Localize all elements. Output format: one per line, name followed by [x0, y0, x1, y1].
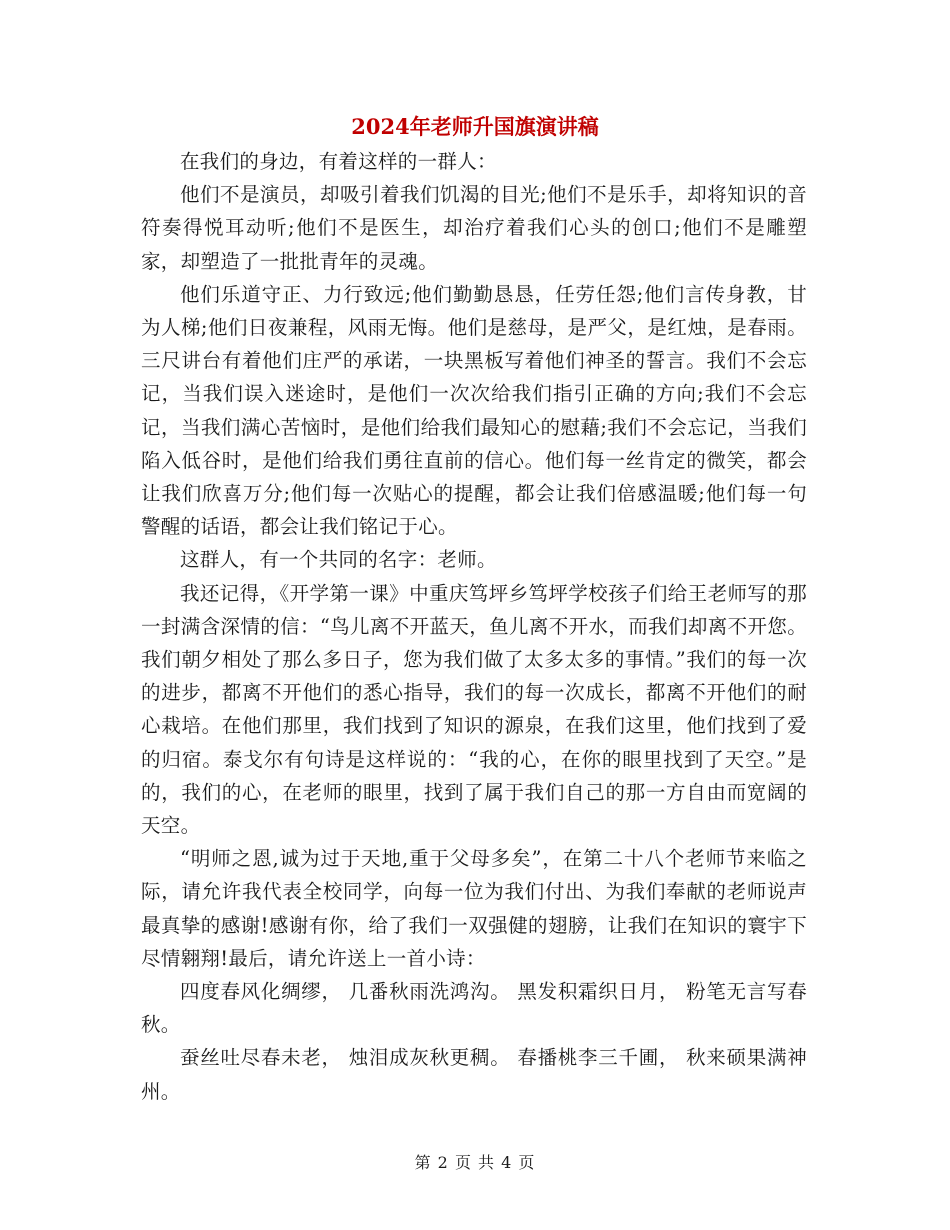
paragraph: 我还记得，《开学第一课》中重庆笃坪乡笃坪学校孩子们给王老师写的那一封满含深情的信：“鸟儿离不开蓝天，鱼儿离不开水，而我们却离不开您。我们朝夕相处了那么多日子，您为我们做了太多太多的事情。”我们的每一次的进步，都离不开他们的悉心指导，我们的每一次成长，都离不开他们的耐心栽培。在他们那里，我们找到了知识的源泉，在我们这里，他们找到了爱的归宿。泰戈尔有句诗是这样说的：“我的心，在你的眼里找到了天空。”是的，我们的心，在老师的眼里，找到了属于我们自己的那一方自由而宽阔的天空。	[141, 581, 807, 838]
poem-stanza: 蚕丝吐尽春未老， 烛泪成灰秋更稠。 春播桃李三千圃， 秋来硕果满神州。	[141, 1046, 807, 1103]
paragraph: 这群人，有一个共同的名字：老师。	[180, 548, 497, 572]
page-number-footer: 第 2 页 共 4 页	[414, 1153, 536, 1172]
poem-stanza: 四度春风化绸缪， 几番秋雨洗鸿沟。 黑发积霜织日月， 粉笔无言写春秋。	[141, 980, 807, 1037]
document-title: 2024年老师升国旗演讲稿	[351, 114, 599, 139]
document-body	[141, 145, 807, 1108]
paragraph: 他们不是演员，却吸引着我们饥渴的目光;他们不是乐手，却将知识的音符奏得悦耳动听;他们不是医生，却治疗着我们心头的创口;他们不是雕塑家，却塑造了一批批青年的灵魂。	[141, 183, 807, 273]
paragraph: 他们乐道守正、力行致远;他们勤勤恳恳，任劳任怨;他们言传身教，甘为人梯;他们日夜兼程，风雨无悔。他们是慈母，是严父，是红烛，是春雨。三尺讲台有着他们庄严的承诺，一块黑板写着他们神圣的誓言。我们不会忘记，当我们误入迷途时，是他们一次次给我们指引正确的方向;我们不会忘记，当我们满心苦恼时，是他们给我们最知心的慰藉;我们不会忘记，当我们陷入低谷时，是他们给我们勇往直前的信心。他们每一丝肯定的微笑，都会让我们欣喜万分;他们每一次贴心的提醒，都会让我们倍感温暖;他们每一句警醒的话语，都会让我们铭记于心。	[141, 282, 807, 539]
paragraph: 在我们的身边，有着这样的一群人：	[180, 150, 497, 173]
paragraph: “明师之恩,诚为过于天地,重于父母多矣”，在第二十八个老师节来临之际，请允许我代表全校同学，向每一位为我们付出、为我们奉献的老师说声最真挚的感谢!感谢有你，给了我们一双强健的翅膀，让我们在知识的寰宇下尽情翱翔!最后，请允许送上一首小诗：	[141, 847, 807, 970]
